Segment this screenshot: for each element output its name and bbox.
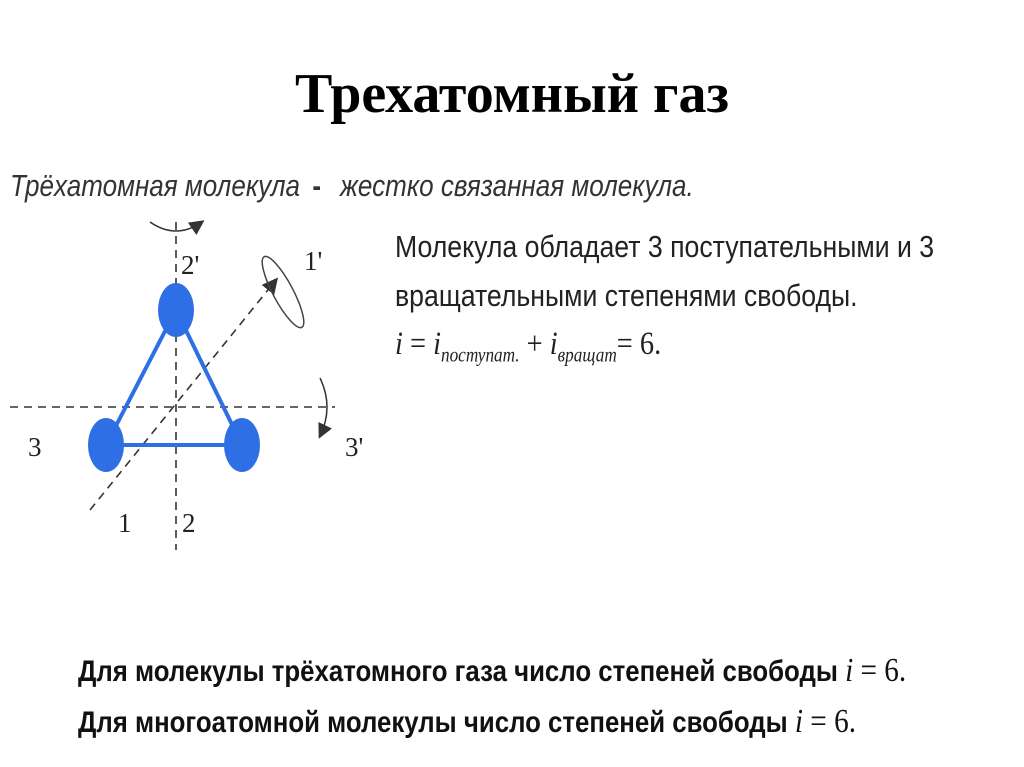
atom-top — [158, 283, 194, 337]
formula-plus: + — [526, 326, 543, 362]
label-1-prime: 1' — [304, 246, 323, 276]
atom-left — [88, 418, 124, 472]
formula-sub2: вращат — [557, 344, 617, 367]
label-3-prime: 3' — [345, 432, 364, 462]
conclusion-triatomic-text: Для молекулы трёхатомного газа число степеней свободы — [78, 655, 838, 688]
formula-term1: i — [433, 326, 441, 362]
formula-sub1: поступат. — [440, 344, 520, 367]
atom-right — [224, 418, 260, 472]
rotation-ellipse-diagonal — [255, 252, 310, 332]
formula-lhs: i — [395, 326, 403, 362]
degrees-formula — [395, 320, 988, 381]
intro-subject: Трёхатомная молекула — [10, 168, 301, 203]
slide-title: Трехатомный газ — [295, 63, 729, 125]
intro-dash: - — [312, 168, 321, 203]
description-line-1: Молекула обладает 3 поступательными и 3 — [395, 229, 935, 264]
conclusion-polyatomic-text: Для многоатомной молекулы число степеней свободы — [78, 706, 788, 739]
molecule-diagram — [0, 210, 364, 560]
conclusion-triatomic-var: i — [845, 652, 854, 689]
description-line-2: вращательными степенями свободы. — [395, 278, 858, 313]
formula-result: = 6. — [616, 326, 662, 362]
conclusion-triatomic-value: = 6. — [853, 652, 907, 689]
formula-eq: = — [409, 326, 427, 362]
conclusion-polyatomic-var: i — [794, 703, 803, 740]
intro-definition: жестко связанная молекула. — [340, 168, 694, 203]
description — [395, 222, 988, 381]
intro-line — [10, 168, 694, 204]
label-1: 1 — [118, 508, 132, 538]
label-2: 2 — [182, 508, 196, 538]
conclusion-polyatomic — [78, 703, 856, 741]
conclusion-triatomic — [78, 652, 906, 690]
label-3: 3 — [28, 432, 42, 462]
formula-term2: i — [549, 326, 558, 362]
label-2-prime: 2' — [181, 250, 200, 280]
conclusion-polyatomic-value: = 6. — [802, 703, 857, 740]
